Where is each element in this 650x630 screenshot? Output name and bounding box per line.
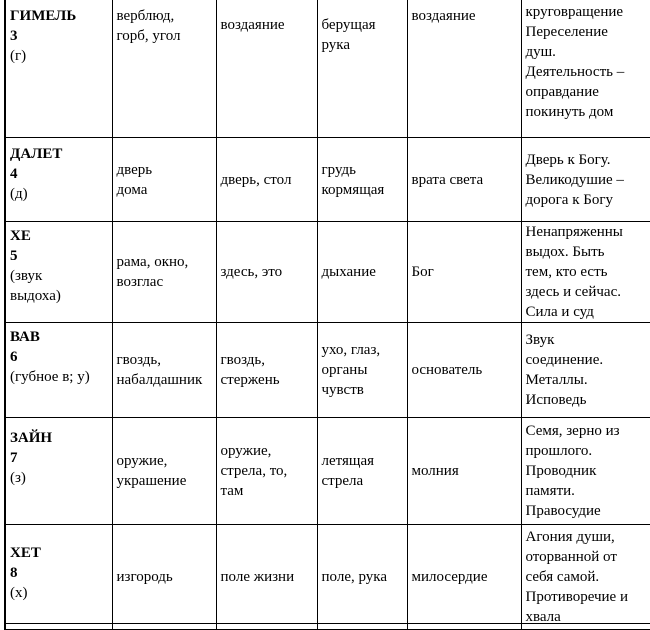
spirit-line: врата света: [411, 171, 484, 188]
letter-cell: [5, 0, 112, 138]
concept-line: воздаяние: [220, 17, 285, 33]
interpretation-cell: [521, 0, 650, 138]
body-cell: [317, 0, 407, 138]
spirit-cell: [407, 138, 521, 222]
body-cell: [317, 418, 407, 525]
meaning-cell: [112, 0, 216, 138]
meaning-line: набалдашник: [116, 372, 203, 388]
meaning-line: горб, угол: [116, 28, 181, 44]
interpretation-cell: [521, 138, 650, 222]
letter-number: 3: [10, 28, 18, 44]
interpretation-line: Исповедь: [525, 392, 587, 408]
meaning-line: оружие,: [116, 453, 168, 469]
meaning-line: гвоздь,: [116, 352, 162, 368]
table-row: [5, 222, 650, 323]
interpretation-line: круговращение: [525, 4, 624, 20]
meaning-cell: [112, 418, 216, 525]
body-line: поле, рука: [321, 569, 387, 585]
body-line: чувств: [321, 382, 364, 398]
interpretation-line: Переселение: [525, 24, 608, 40]
interpretation-line: оторванной от: [525, 549, 617, 565]
letter-number: 8: [10, 565, 18, 581]
concept-line: поле жизни: [220, 569, 295, 585]
interpretation-line: покинуть дом: [525, 104, 614, 120]
table-row: [5, 418, 650, 525]
body-line: берущая: [321, 17, 376, 33]
letters-table-body: [5, 0, 650, 630]
table-row: [5, 0, 650, 138]
body-line: органы: [321, 362, 368, 378]
concept-cell: [216, 0, 317, 138]
concept-cell: [216, 222, 317, 323]
interpretation-line: Деятельность –: [525, 64, 625, 80]
interpretation-line: Проводник: [525, 463, 597, 479]
letter-number: 4: [10, 166, 18, 182]
body-line: летящая: [321, 453, 375, 469]
letter-name: ХЕТ: [10, 545, 41, 561]
interpretation-cell: [521, 418, 650, 525]
letter-sound: (звук: [10, 268, 43, 284]
interpretation-line: хвала: [525, 609, 561, 625]
letter-name: ЗАЙН: [10, 430, 53, 446]
letter-number: 5: [10, 248, 18, 264]
interpretation-line: здесь и сейчас.: [525, 284, 621, 300]
interpretation-line: тем, кто есть: [525, 264, 608, 280]
spirit-line: милосердие: [411, 569, 488, 585]
letter-sound: (х): [10, 585, 28, 601]
interpretation-line: Дверь к Богу.: [525, 151, 611, 168]
meaning-cell: [112, 525, 216, 630]
meaning-cell: [112, 138, 216, 222]
interpretation-line: памяти.: [525, 483, 575, 499]
body-cell: [317, 323, 407, 418]
letter-sound: выдоха): [10, 288, 61, 304]
letter-name: ВАВ: [10, 329, 40, 345]
interpretation-cell: [521, 323, 650, 418]
body-line: дыхание: [321, 264, 376, 280]
body-cell: [317, 525, 407, 630]
body-line: ухо, глаз,: [321, 342, 381, 358]
concept-line: гвоздь,: [220, 352, 266, 368]
letters-table: [4, 0, 650, 630]
interpretation-line: Сила и суд: [525, 304, 594, 320]
interpretation-cell: [521, 222, 650, 323]
interpretation-line: Правосудие: [525, 503, 601, 519]
body-line: грудь: [321, 161, 356, 178]
interpretation-line: Звук: [525, 332, 555, 348]
concept-line: там: [220, 483, 244, 499]
letter-name: ДАЛЕТ: [10, 146, 63, 162]
interpretation-line: Металлы.: [525, 372, 588, 388]
meaning-line: украшение: [116, 473, 187, 489]
concept-cell: [216, 418, 317, 525]
concept-cell: [216, 323, 317, 418]
body-cell: [317, 222, 407, 323]
meaning-cell: [112, 323, 216, 418]
spirit-cell: [407, 0, 521, 138]
meaning-line: дверь: [116, 161, 153, 178]
spirit-cell: [407, 323, 521, 418]
interpretation-line: соединение.: [525, 352, 604, 368]
interpretation-line: душ.: [525, 44, 556, 60]
letter-sound: (губное в; у): [10, 369, 90, 385]
concept-line: оружие,: [220, 443, 272, 459]
table-row: [5, 323, 650, 418]
letter-sound: (д): [10, 186, 28, 202]
concept-line: дверь, стол: [220, 171, 292, 188]
letter-name: ГИМЕЛЬ: [10, 8, 77, 24]
letter-number: 7: [10, 450, 18, 466]
concept-line: стрела, то,: [220, 463, 288, 479]
body-line: рука: [321, 37, 351, 53]
table-row: [5, 525, 650, 630]
letter-sound: (з): [10, 470, 26, 486]
meaning-line: изгородь: [116, 569, 173, 585]
letter-number: 6: [10, 349, 18, 365]
spirit-line: основатель: [411, 362, 483, 378]
interpretation-line: себя самой.: [525, 569, 600, 585]
concept-line: здесь, это: [220, 264, 283, 280]
letter-cell: [5, 525, 112, 630]
interpretation-line: прошлого.: [525, 443, 593, 459]
meaning-line: дома: [116, 181, 148, 198]
spirit-line: Бог: [411, 264, 434, 280]
concept-cell: [216, 525, 317, 630]
interpretation-cell: [521, 525, 650, 630]
spirit-line: молния: [411, 463, 459, 479]
interpretation-line: Противоречие и: [525, 589, 628, 605]
spirit-cell: [407, 222, 521, 323]
interpretation-line: Ненапряженны: [525, 224, 623, 240]
body-cell: [317, 138, 407, 222]
meaning-line: возглас: [116, 274, 164, 290]
letter-cell: [5, 418, 112, 525]
interpretation-line: выдох. Быть: [525, 244, 605, 260]
meaning-cell: [112, 222, 216, 323]
concept-line: стержень: [220, 372, 280, 388]
table-bottom-rule: [4, 623, 650, 624]
body-line: кормящая: [321, 181, 385, 198]
interpretation-line: дорога к Богу: [525, 191, 613, 208]
spirit-cell: [407, 418, 521, 525]
interpretation-line: Агония души,: [525, 529, 615, 545]
body-line: стрела: [321, 473, 364, 489]
spirit-cell: [407, 525, 521, 630]
table-row: [5, 138, 650, 222]
meaning-line: рама, окно,: [116, 254, 189, 270]
letter-cell: [5, 323, 112, 418]
spirit-line: воздаяние: [411, 8, 476, 24]
interpretation-line: Семя, зерно из: [525, 423, 620, 439]
interpretation-line: оправдание: [525, 84, 599, 100]
letter-cell: [5, 138, 112, 222]
interpretation-line: Великодушие –: [525, 171, 624, 188]
meaning-line: верблюд,: [116, 8, 175, 24]
letter-sound: (г): [10, 48, 27, 64]
letter-name: ХЕ: [10, 228, 31, 244]
concept-cell: [216, 138, 317, 222]
letter-cell: [5, 222, 112, 323]
